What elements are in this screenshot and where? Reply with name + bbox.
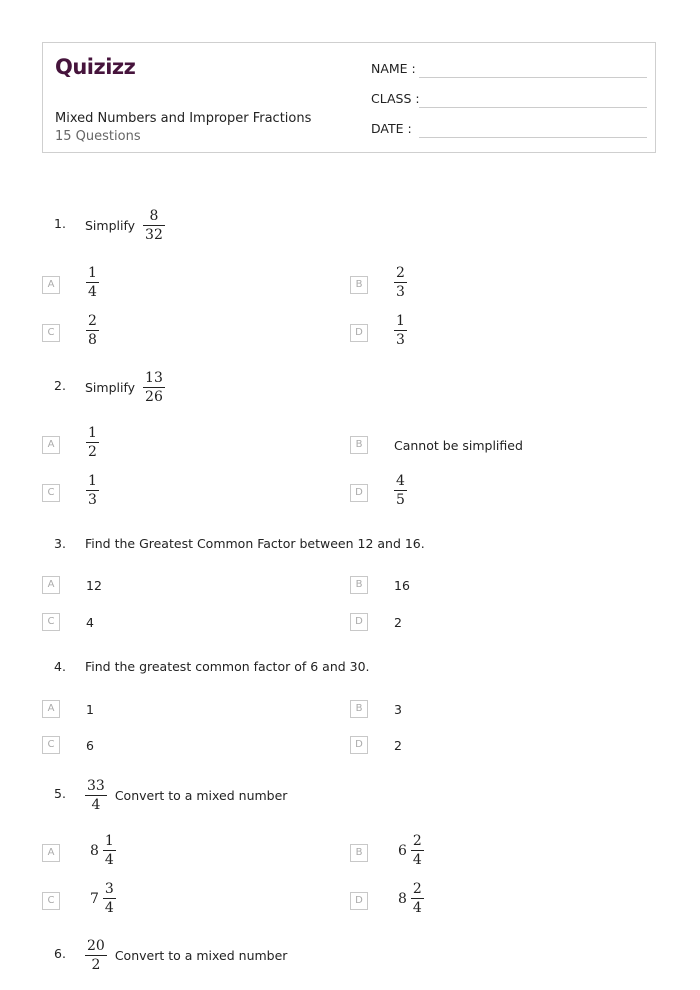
worksheet-header	[42, 42, 656, 153]
question-fraction: $\frac{8}{32}$	[145, 208, 163, 243]
question-number: 4.	[54, 659, 66, 674]
option-letter: C	[42, 736, 60, 754]
option-letter: C	[42, 892, 60, 910]
option-mixed-number: 7 $\frac{3}{4}$	[90, 881, 114, 916]
option-text: Cannot be simplified	[394, 438, 523, 453]
option-text: 2	[394, 615, 402, 630]
option-fraction: $\frac{2}{8}$	[88, 313, 97, 348]
option-letter: A	[42, 700, 60, 718]
question-fraction: $\frac{13}{26}$	[145, 370, 163, 405]
option-letter: A	[42, 844, 60, 862]
question-text: Simplify $\frac{13}{26}$	[85, 370, 163, 405]
name-field[interactable]	[371, 61, 647, 81]
option-text: 12	[86, 578, 102, 593]
option-letter: B	[350, 576, 368, 594]
option-letter: A	[42, 436, 60, 454]
class-field[interactable]	[371, 91, 647, 111]
option-letter: C	[42, 613, 60, 631]
option-fraction: $\frac{1}{3}$	[88, 473, 97, 508]
quizizz-logo: Quizizz	[55, 55, 136, 79]
option-letter: A	[42, 576, 60, 594]
date-field[interactable]	[371, 121, 647, 141]
class-line	[419, 107, 647, 108]
question-text: $\frac{20}{2}$ Convert to a mixed number	[87, 938, 288, 973]
option-letter: D	[350, 892, 368, 910]
option-fraction: $\frac{1}{4}$	[88, 265, 97, 300]
option-mixed-number: 8 $\frac{2}{4}$	[398, 881, 422, 916]
option-letter: B	[350, 276, 368, 294]
class-label: CLASS :	[371, 91, 420, 106]
option-fraction: $\frac{1}{2}$	[88, 425, 97, 460]
option-letter: B	[350, 844, 368, 862]
question-count: 15 Questions	[55, 129, 141, 144]
option-letter: B	[350, 700, 368, 718]
option-fraction: $\frac{2}{3}$	[396, 265, 405, 300]
option-fraction: $\frac{4}{5}$	[396, 473, 405, 508]
option-letter: D	[350, 324, 368, 342]
worksheet-title: Mixed Numbers and Improper Fractions	[55, 111, 312, 126]
option-letter: C	[42, 484, 60, 502]
option-mixed-number: 6 $\frac{2}{4}$	[398, 833, 422, 868]
question-text: Find the Greatest Common Factor between 12 and 16.	[85, 536, 425, 551]
question-number: 1.	[54, 216, 66, 231]
name-label: NAME :	[371, 61, 416, 76]
date-label: DATE :	[371, 121, 412, 136]
question-fraction: $\frac{20}{2}$	[87, 938, 105, 973]
option-text: 3	[394, 702, 402, 717]
option-text: 2	[394, 738, 402, 753]
option-letter: D	[350, 613, 368, 631]
option-fraction: $\frac{1}{3}$	[396, 313, 405, 348]
question-text: $\frac{33}{4}$ Convert to a mixed number	[87, 778, 288, 813]
question-text: Find the greatest common factor of 6 and 30.	[85, 659, 370, 674]
option-mixed-number: 8 $\frac{1}{4}$	[90, 833, 114, 868]
question-number: 3.	[54, 536, 66, 551]
option-letter: D	[350, 736, 368, 754]
option-text: 1	[86, 702, 94, 717]
question-number: 2.	[54, 378, 66, 393]
option-text: 16	[394, 578, 410, 593]
option-letter: C	[42, 324, 60, 342]
question-fraction: $\frac{33}{4}$	[87, 778, 105, 813]
name-line	[419, 77, 647, 78]
option-letter: A	[42, 276, 60, 294]
option-letter: D	[350, 484, 368, 502]
question-number: 6.	[54, 946, 66, 961]
question-number: 5.	[54, 786, 66, 801]
option-text: 4	[86, 615, 94, 630]
option-text: 6	[86, 738, 94, 753]
option-letter: B	[350, 436, 368, 454]
date-line	[419, 137, 647, 138]
question-text: Simplify $\frac{8}{32}$	[85, 208, 163, 243]
